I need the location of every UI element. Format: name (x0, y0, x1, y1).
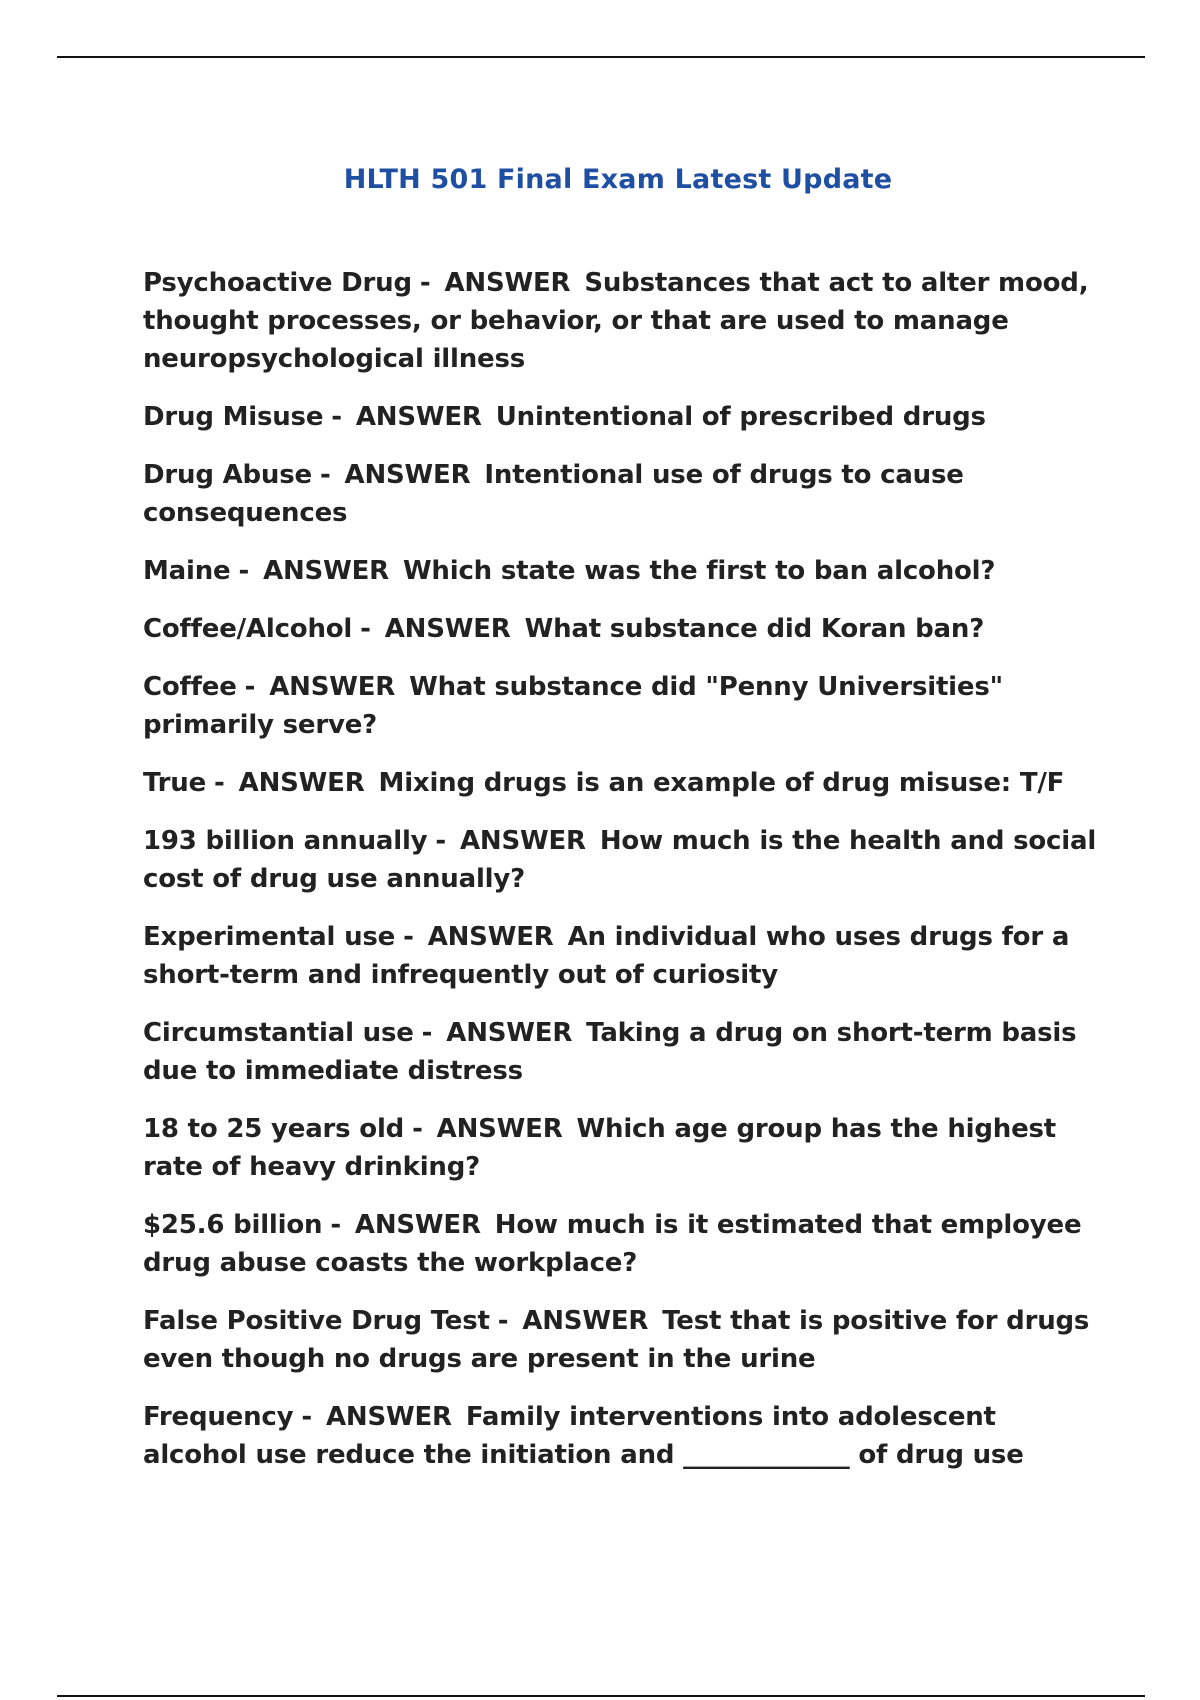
entry-term: Psychoactive Drug (143, 268, 412, 298)
qa-entry (143, 552, 1103, 590)
page-title: HLTH 501 Final Exam Latest Update (343, 164, 893, 196)
qa-entry (143, 264, 1103, 378)
entry-text: Substances that act to alter mood, thought processes, or behavior, or that are used to manage neuropsychological illness (143, 268, 1089, 374)
entry-text: Test that is positive for drugs even though no drugs are present in the urine (143, 1306, 1090, 1374)
qa-entry (143, 1302, 1103, 1378)
qa-entry (143, 1398, 1103, 1474)
entry-text: Intentional use of drugs to cause consequences (143, 460, 964, 528)
entry-term: Frequency (143, 1402, 294, 1432)
entry-term: 18 to 25 years old (143, 1114, 405, 1144)
answer-label: ANSWER (444, 268, 571, 298)
qa-list (143, 264, 1103, 1494)
entry-term: Coffee (143, 672, 237, 702)
entry-term: Drug Abuse (143, 460, 312, 490)
entry-text: How much is the health and social cost of drug use annually? (143, 826, 1097, 894)
entry-text: Which age group has the highest rate of heavy drinking? (143, 1114, 1057, 1182)
entry-separator: - (421, 1018, 433, 1048)
entry-separator: - (419, 268, 431, 298)
entry-term: 193 billion annually (143, 826, 428, 856)
entry-term: False Positive Drug Test (143, 1306, 490, 1336)
entry-text: Unintentional of prescribed drugs (495, 402, 986, 432)
entry-separator: - (214, 768, 225, 798)
answer-label: ANSWER (436, 1114, 563, 1144)
answer-label: ANSWER (446, 1018, 573, 1048)
answer-label: ANSWER (238, 768, 365, 798)
qa-entry (143, 822, 1103, 898)
qa-entry (143, 456, 1103, 532)
answer-label: ANSWER (460, 826, 586, 856)
answer-label: ANSWER (269, 672, 396, 702)
entry-separator: - (330, 1210, 341, 1240)
answer-label: ANSWER (522, 1306, 649, 1336)
entry-text: Family interventions into adolescent alcohol use reduce the initiation and _____________ of drug use (143, 1402, 1024, 1470)
answer-label: ANSWER (427, 922, 554, 952)
top-rule (57, 56, 1145, 58)
qa-entry (143, 668, 1103, 744)
entry-text: Which state was the first to ban alcohol? (402, 556, 996, 586)
answer-label: ANSWER (263, 556, 389, 586)
entry-term: True (143, 768, 207, 798)
entry-term: Drug Misuse (143, 402, 324, 432)
answer-label: ANSWER (384, 614, 511, 644)
qa-entry (143, 398, 1103, 436)
entry-text: Taking a drug on short-term basis due to immediate distress (143, 1018, 1077, 1086)
entry-text: What substance did Koran ban? (524, 614, 985, 644)
qa-entry (143, 764, 1103, 802)
entry-term: Coffee/Alcohol (143, 614, 353, 644)
qa-entry (143, 1110, 1103, 1186)
qa-entry (143, 1014, 1103, 1090)
entry-separator: - (435, 826, 446, 856)
entry-text: Mixing drugs is an example of drug misuse: T/F (378, 768, 1065, 798)
answer-label: ANSWER (354, 1210, 481, 1240)
entry-text: How much is it estimated that employee drug abuse coasts the workplace? (143, 1210, 1082, 1278)
qa-entry (143, 610, 1103, 648)
answer-label: ANSWER (344, 460, 471, 490)
answer-label: ANSWER (355, 402, 482, 432)
entry-separator: - (412, 1114, 423, 1144)
entry-separator: - (301, 1402, 312, 1432)
bottom-rule (57, 1695, 1145, 1697)
entry-separator: - (360, 614, 371, 644)
entry-term: Circumstantial use (143, 1018, 414, 1048)
answer-label: ANSWER (325, 1402, 452, 1432)
entry-text: An individual who uses drugs for a short-term and infrequently out of curiosity (143, 922, 1070, 990)
entry-separator: - (331, 402, 342, 432)
entry-separator: - (319, 460, 331, 490)
entry-term: Maine (143, 556, 231, 586)
entry-separator: - (497, 1306, 509, 1336)
entry-term: $25.6 billion (143, 1210, 323, 1240)
entry-text: What substance did "Penny Universities" primarily serve? (143, 672, 1003, 740)
entry-separator: - (244, 672, 256, 702)
qa-entry (143, 918, 1103, 994)
entry-separator: - (403, 922, 414, 952)
entry-separator: - (238, 556, 250, 586)
entry-term: Experimental use (143, 922, 396, 952)
qa-entry (143, 1206, 1103, 1282)
